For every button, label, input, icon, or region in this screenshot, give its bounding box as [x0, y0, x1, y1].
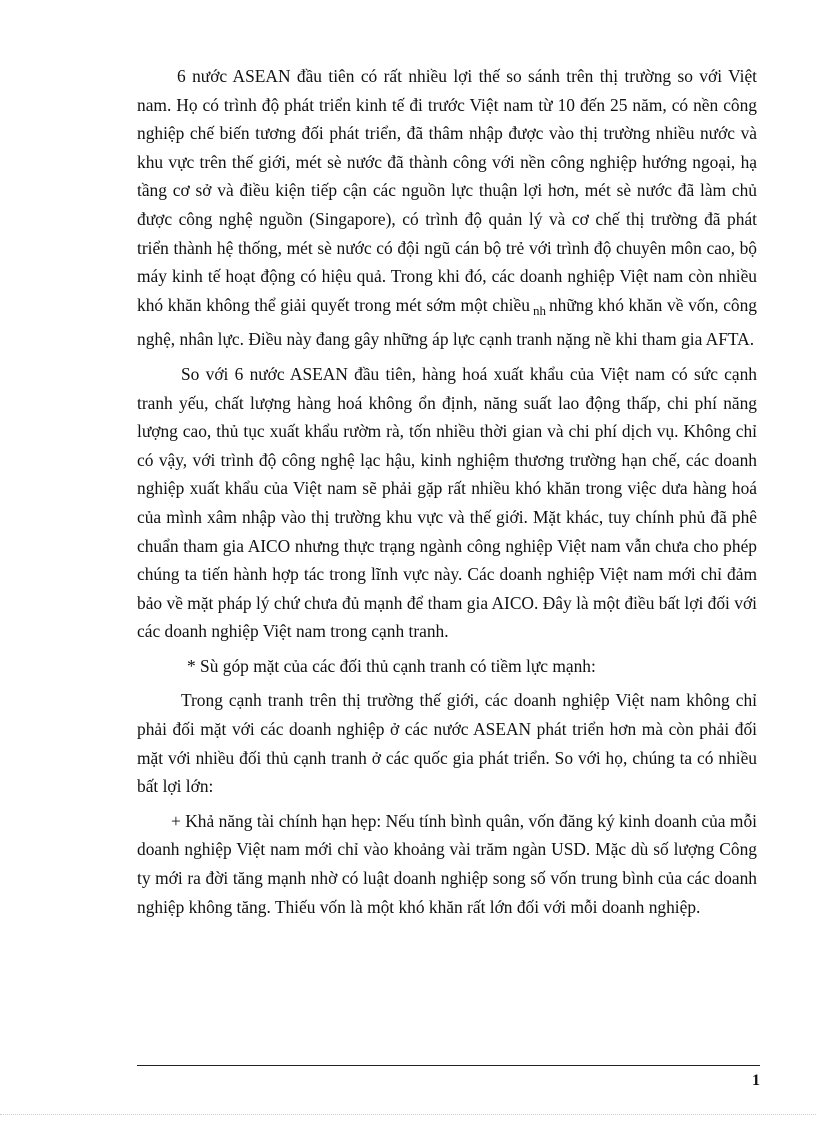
paragraph-export-competitiveness: So với 6 nước ASEAN đầu tiên, hàng hoá xuất khẩu của Việt nam có sức cạnh tranh yếu, chất lượng hàng hoá không ổn định, năng suất lao động thấp, chi phí năng lượng cao, thủ tục xuất khẩu rườm rà, tốn nhiều thời gian và chi phí dịch vụ. Không chỉ có vậy, với trình độ công nghệ lạc hậu, kinh nghiệm thương trường hạn chế, các doanh nghiệp xuất khẩu của Việt nam sẽ phải gặp rất nhiều khó khăn trong việc dưa hàng hoá của mình xâm nhập vào thị trường khu vực và thế giới. Mặt khác, tuy chính phủ đã phê chuẩn tham gia AICO nhưng thực trạng ngành công nghiệp Việt nam vẫn chưa cho phép chúng ta tiến hành hợp tác trong lĩnh vực này. Các doanh nghiệp Việt nam mới chỉ đảm bảo về mặt pháp lý chứ chưa đủ mạnh để tham gia AICO. Đây là một điều bất lợi đối với các doanh nghiệp Việt nam trong cạnh tranh. — [137, 363, 757, 642]
page-number: 1 — [752, 1072, 760, 1089]
footer-divider — [137, 1065, 760, 1066]
paragraph-world-market: Trong cạnh tranh trên thị trường thế giới, các doanh nghiệp Việt nam không chỉ phải đối mặt với các doanh nghiệp ở các nước ASEAN phát triển hơn mà còn phải đối mặt với nhiều đối thủ cạnh tranh ở các quốc gia phát triển. So với họ, chúng ta có nhiều bất lợi lớn: — [137, 690, 757, 797]
paragraph-text-tail: những khó khăn về vốn, công nghệ, nhân lực. Điều này đang gây những áp lực cạnh tranh nặng nề khi tham gia AFTA. — [137, 294, 757, 350]
document-body — [137, 62, 757, 927]
section-heading-competitors: * Sù góp mặt của các đối thủ cạnh tranh có tiềm lực mạnh: — [187, 655, 596, 676]
page-bottom-border — [0, 1114, 816, 1115]
paragraph-financial-capacity: + Khả năng tài chính hạn hẹp: Nếu tính bình quân, vốn đăng ký kinh doanh của mỗi doanh nghiệp Việt nam mới chỉ vào khoảng vài trăm ngàn USD. Mặc dù số lượng Công ty mới ra đời tăng mạnh nhờ có luật doanh nghiệp song số vốn trung bình của các doanh nghiệp không tăng. Thiếu vốn là một khó khăn rất lớn đối với mỗi doanh nghiệp. — [137, 810, 757, 917]
paragraph-subscript-fragment: nh — [532, 302, 546, 318]
paragraph-asean-advantages — [137, 62, 757, 354]
paragraph-text: 6 nước ASEAN đầu tiên có rất nhiều lợi thế so sánh trên thị trường so với Việt nam. Họ có trình độ phát triển kinh tế đi trước Việt nam từ 10 đến 25 năm, có nền công nghiệp chế biến tương đối phát triển, đã thâm nhập được vào thị trường nhiều nước và khu vực trên thế giới, mét sè nước đã thành công với nền công nghiệp hướng ngoại, hạ tầng cơ sở và điều kiện tiếp cận các nguồn lực thuận lợi hơn, mét sè nước đã làm chủ được công nghệ nguồn (Singapore), có trình độ quản lý và cơ chế thị trường đã phát triển thành hệ thống, mét sè nước có đội ngũ cán bộ trẻ với trình độ chuyên môn cao, bộ máy kinh tế hoạt động có hiệu quả. Trong khi đó, các doanh nghiệp Việt nam còn nhiều khó khăn không thể giải quyết trong mét sớm một chiều — [137, 66, 757, 315]
